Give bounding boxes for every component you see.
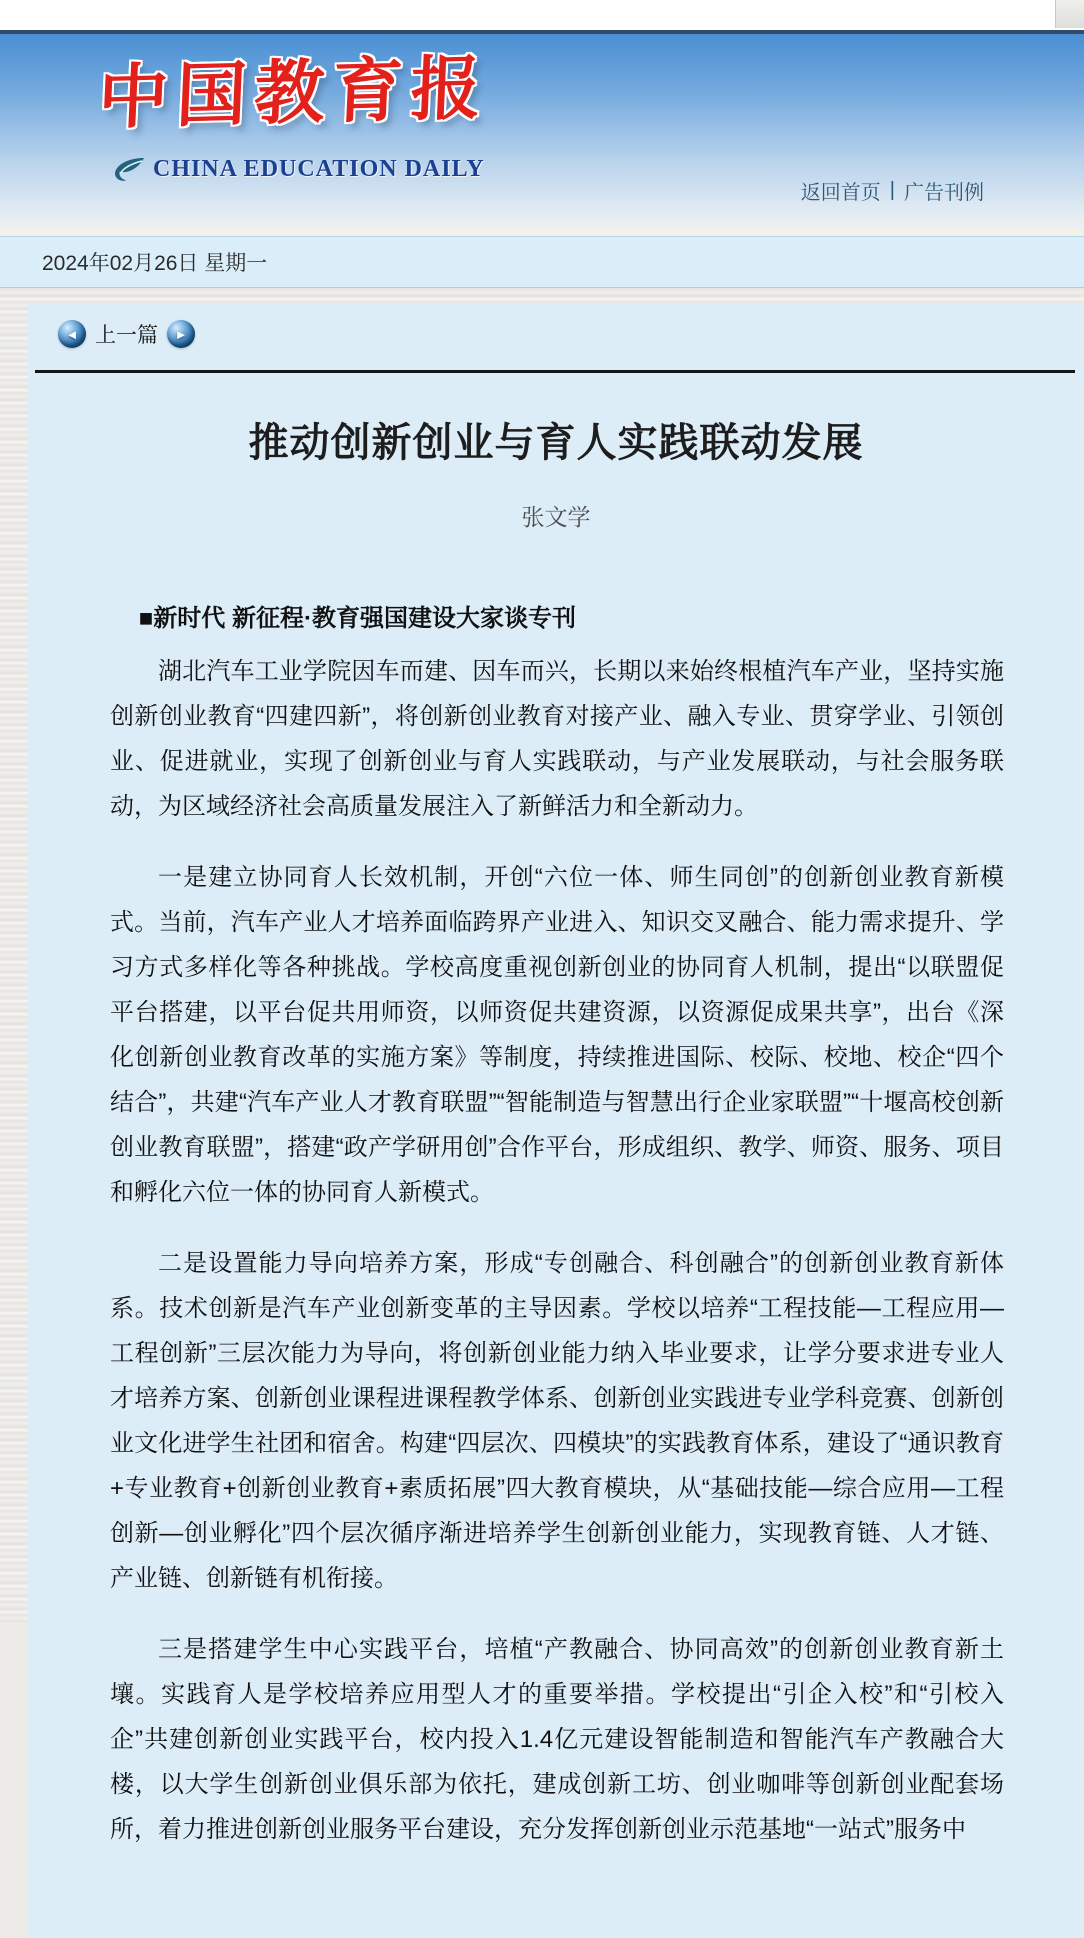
globe-right-arrow-icon[interactable] [167, 320, 195, 348]
article-author: 张文学 [521, 504, 591, 530]
date-text: 2024年02月26日 星期一 [42, 252, 268, 275]
home-link[interactable]: 返回首页 [800, 182, 881, 204]
site-logo [96, 48, 491, 184]
scrollbar-stub[interactable] [1055, 0, 1084, 28]
logo-english-title: CHINA EDUCATION DAILY [153, 156, 485, 182]
article [28, 304, 1084, 1938]
top-strip [0, 0, 1084, 30]
article-body [110, 596, 1004, 1852]
ad-rates-link[interactable]: 广告刊例 [904, 182, 984, 204]
article-rule [35, 370, 1075, 373]
article-title: 推动创新创业与育人实践联动发展 [248, 421, 864, 465]
paragraph-1: 湖北汽车工业学院因车而建、因车而兴，长期以来始终根植汽车产业，坚持实施创新创业教育“四建四新”，将创新创业教育对接产业、融入专业、贯穿学业、引领创业、促进就业，实现了创新创业与育人实践联动，与产业发展联动，与社会服务联动，为区域经济社会高质量发展注入了新鲜活力和全新动力。 [110, 658, 1004, 820]
paragraph-2: 一是建立协同育人长效机制，开创“六位一体、师生同创”的创新创业教育新模式。当前，汽车产业人才培养面临跨界产业进入、知识交叉融合、能力需求提升、学习方式多样化等各种挑战。学校高度重视创新创业的协同育人机制，提出“以联盟促平台搭建，以平台促共用师资，以师资促共建资源，以资源促成果共享”，出台《深化创新创业教育改革的实施方案》等制度，持续推进国际、校际、校地、校企“四个结合”，共建“汽车产业人才教育联盟”“智能制造与智慧出行企业家联盟”“十堰高校创新创业教育联盟”，搭建“政产学研用创”合作平台，形成组织、教学、师资、服务、项目和孵化六位一体的协同育人新模式。 [110, 864, 1004, 1206]
paragraph-3: 二是设置能力导向培养方案，形成“专创融合、科创融合”的创新创业教育新体系。技术创新是汽车产业创新变革的主导因素。学校以培养“工程技能—工程应用—工程创新”三层次能力为导向，将创新创业能力纳入毕业要求，让学分要求进专业人才培养方案、创新创业课程进课程教学体系、创新创业实践进专业学科竞赛、创新创业文化进学生社团和宿舍。构建“四层次、四模块”的实践教育体系，建设了“通识教育+专业教育+创新创业教育+素质拓展”四大教育模块，从“基础技能—综合应用—工程创新—创业孵化”四个层次循序渐进培养学生创新创业能力，实现教育链、人才链、产业链、创新链有机衔接。 [110, 1250, 1004, 1592]
site-banner [0, 34, 1084, 236]
date-bar [0, 236, 1084, 288]
article-nav [28, 304, 1084, 360]
logo-swoosh-icon [112, 156, 146, 184]
banner-links [801, 176, 984, 205]
links-separator: | [889, 179, 895, 201]
section-label: ■新时代 新征程·教育强国建设大家谈专刊 [138, 605, 576, 632]
logo-chinese-title: 中国教育报 [96, 48, 491, 138]
prev-article-link[interactable]: 上一篇 [95, 324, 158, 347]
paragraph-4: 三是搭建学生中心实践平台，培植“产教融合、协同高效”的创新创业教育新土壤。实践育人是学校培养应用型人才的重要举措。学校提出“引企入校”和“引校入企”共建创新创业实践平台，校内投入1.4亿元建设智能制造和智能汽车产教融合大楼，以大学生创新创业俱乐部为依托，建成创新工坊、创业咖啡等创新创业配套场所，着力推进创新创业服务平台建设，充分发挥创新创业示范基地“一站式”服务中 [110, 1636, 1004, 1843]
globe-left-arrow-icon[interactable] [58, 320, 86, 348]
article-wrap [0, 288, 1084, 1938]
